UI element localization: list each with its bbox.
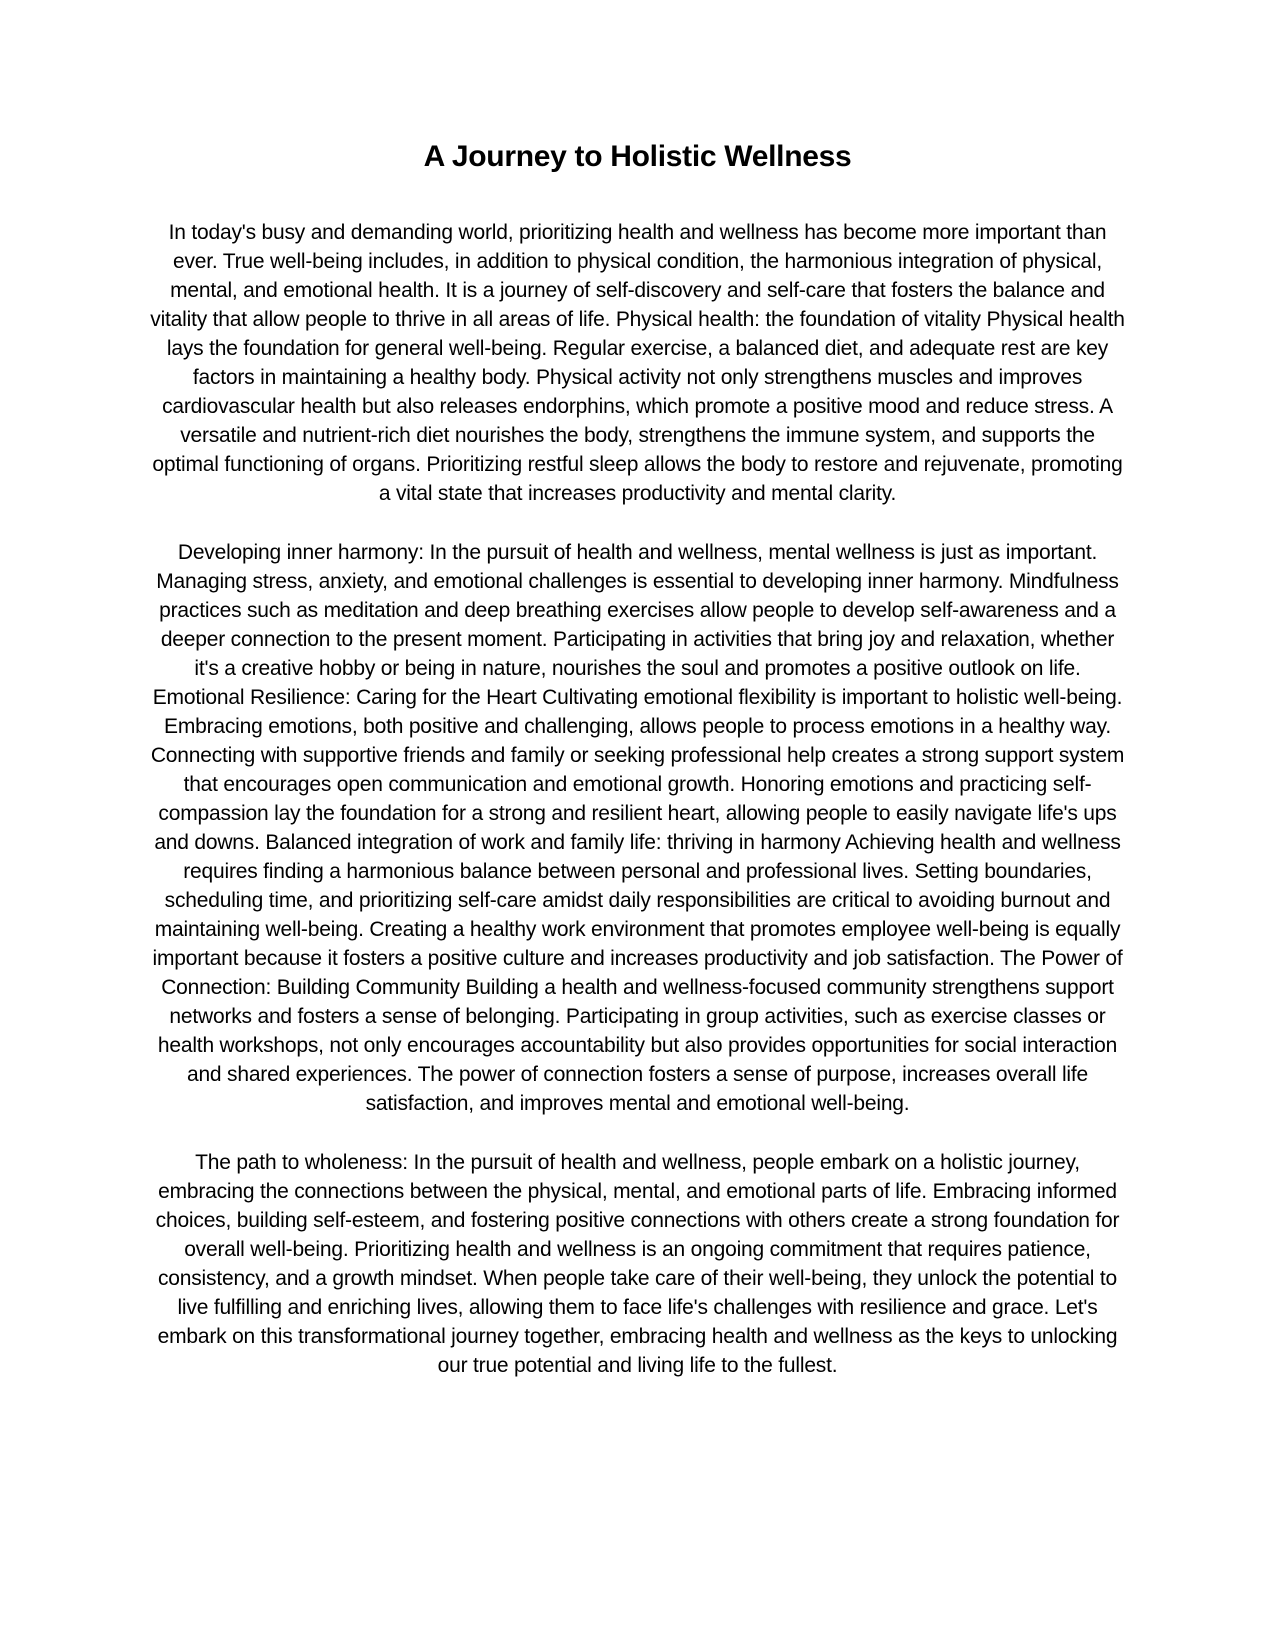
- paragraph-path-to-wholeness: The path to wholeness: In the pursuit of health and wellness, people embark on a holistic journey, embracing the connections between the physical, mental, and emotional parts of life. Embracing informed choices, building self-esteem, and fostering positive connections with others create a strong foundation for overall well-being. Prioritizing health and wellness is an ongoing commitment that requires patience, consistency, and a growth mindset. When people take care of their well-being, they unlock the potential to live fulfilling and enriching lives, allowing them to face life's challenges with resilience and grace. Let's embark on this transformational journey together, embracing health and wellness as the keys to unlocking our true potential and living life to the fullest.: [155, 1151, 1120, 1377]
- paragraph-inner-harmony: Developing inner harmony: In the pursuit of health and wellness, mental wellness is just as important. Managing stress, anxiety, and emotional challenges is essential to developing inner harmony. Mindfulness practices such as meditation and deep breathing exercises allow people to develop self-awareness and a deeper connection to the present moment. Participating in activities that bring joy and relaxation, whether it's a creative hobby or being in nature, nourishes the soul and promotes a positive outlook on life. Emotional Resilience: Caring for the Heart Cultivating emotional flexibility is important to holistic well-being. Embracing emotions, both positive and challenging, allows people to process emotions in a healthy way. Connecting with supportive friends and family or seeking professional help creates a strong support system that encourages open communication and emotional growth. Honoring emotions and practicing self-compassion lay the foundation for a strong and resilient heart, allowing people to easily navigate life's ups and downs. Balanced integration of work and family life: thriving in harmony Achieving health and wellness requires finding a harmonious balance between personal and professional lives. Setting boundaries, scheduling time, and prioritizing self-care amidst daily responsibilities are critical to avoiding burnout and maintaining well-being. Creating a healthy work environment that promotes employee well-being is equally important because it fosters a positive culture and increases productivity and job satisfaction. The Power of Connection: Building Community Building a health and wellness-focused community strengthens support networks and fosters a sense of belonging. Participating in group activities, such as exercise classes or health workshops, not only encourages accountability but also provides opportunities for social interaction and shared experiences. The power of connection fosters a sense of purpose, increases overall life satisfaction, and improves mental and emotional well-being.: [150, 541, 1125, 1115]
- paragraph-physical-health: In today's busy and demanding world, prioritizing health and wellness has become more important than ever. True well-being includes, in addition to physical condition, the harmonious integration of physical, mental, and emotional health. It is a journey of self-discovery and self-care that fosters the balance and vitality that allow people to thrive in all areas of life. Physical health: the foundation of vitality Physical health lays the foundation for general well-being. Regular exercise, a balanced diet, and adequate rest are key factors in maintaining a healthy body. Physical activity not only strengthens muscles and improves cardiovascular health but also releases endorphins, which promote a positive mood and reduce stress. A versatile and nutrient-rich diet nourishes the body, strengthens the immune system, and supports the optimal functioning of organs. Prioritizing restful sleep allows the body to restore and rejuvenate, promoting a vital state that increases productivity and mental clarity.: [150, 221, 1125, 505]
- page-title: A Journey to Holistic Wellness: [423, 140, 852, 173]
